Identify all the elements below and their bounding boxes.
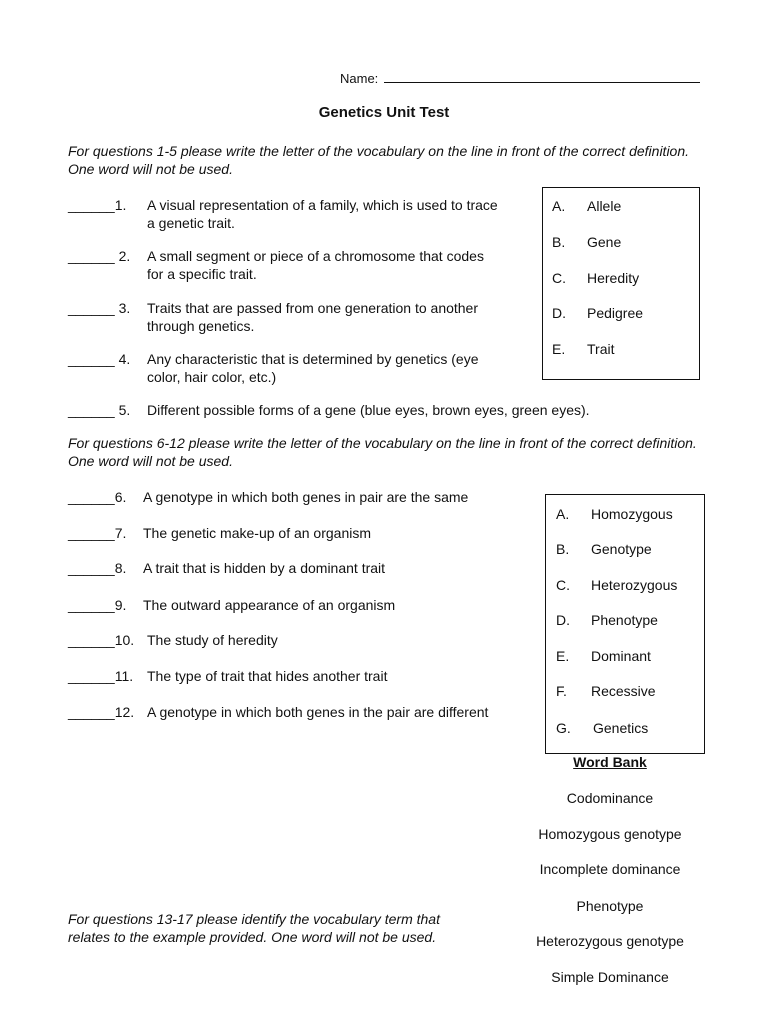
option-letter: D. [556,612,570,628]
section2-instructions: For questions 6-12 please write the letter of the vocabulary on the line in front of the correct definition. One word will not be used. [68,435,697,469]
word-bank-item: Homozygous genotype [538,826,682,842]
question-text: The outward appearance of an organism [143,597,396,613]
answer-blank-5[interactable]: ______ 5. [68,402,131,418]
option-item [556,541,652,557]
answer-blank-8[interactable]: ______8. [68,560,127,576]
option-term: Gene [587,234,622,250]
option-letter: F. [556,683,567,699]
section3-instructions [68,910,488,946]
answer-blank-6[interactable]: ______6. [68,489,127,505]
question-text: The study of heredity [147,632,278,648]
section3-instructions-line: relates to the example provided. One word will not be used. [68,929,437,945]
option-item [556,612,658,628]
option-item [552,234,621,250]
answer-blank-11[interactable]: ______11. [68,668,134,684]
question-1 [68,196,538,231]
question-text: A visual representation of a family, which is used to trace [147,197,498,213]
option-term: Trait [587,341,615,357]
name-field[interactable] [340,69,700,86]
word-bank-item: Incomplete dominance [539,861,681,877]
option-term: Pedigree [587,305,644,321]
question-4 [68,350,538,385]
word-bank-item: Phenotype [576,898,644,914]
option-term: Genotype [591,541,652,557]
question-2 [68,247,538,282]
word-bank-item: Heterozygous genotype [536,933,684,949]
option-letter: E. [556,648,570,664]
question-5 [68,401,688,419]
question-10 [68,631,278,649]
question-text: The type of trait that hides another trait [147,668,388,684]
question-text: The genetic make-up of an organism [143,525,372,541]
question-7 [68,524,372,542]
question-text: Different possible forms of a gene (blue eyes, brown eyes, green eyes). [147,402,590,418]
vocabulary-box-2 [545,494,705,754]
option-letter: G. [556,720,571,736]
option-item [556,506,673,522]
question-9 [68,596,396,614]
option-letter: D. [552,305,566,321]
option-term: Homozygous [591,506,673,522]
option-item [556,577,677,593]
option-letter: E. [552,341,566,357]
question-text: through genetics. [147,318,255,334]
option-term: Heterozygous [591,577,678,593]
question-3 [68,299,538,334]
section1-instructions: For questions 1-5 please write the letter of the vocabulary on the line in front of the correct definition. One word will not be used. [68,143,690,177]
option-item [552,198,621,214]
answer-blank-9[interactable]: ______9. [68,597,127,613]
option-item [552,270,639,286]
answer-blank-10[interactable]: ______10. [68,632,135,648]
option-letter: B. [556,541,570,557]
name-line[interactable] [384,69,700,83]
question-text: A small segment or piece of a chromosome that codes [147,248,484,264]
question-text: color, hair color, etc.) [147,369,277,385]
option-letter: C. [556,577,570,593]
question-text: A genotype in which both genes in pair are the same [143,489,469,505]
section3-instructions-line: For questions 13-17 please identify the vocabulary term that [68,911,440,927]
option-letter: A. [552,198,566,214]
option-item [552,305,643,321]
answer-blank-2[interactable]: ______ 2. [68,248,131,264]
answer-blank-4[interactable]: ______ 4. [68,351,131,367]
answer-blank-12[interactable]: ______12. [68,704,135,720]
option-term: Genetics [593,720,649,736]
option-item [552,341,614,357]
question-11 [68,667,388,685]
option-term: Recessive [591,683,656,699]
name-label: Name: [340,71,379,86]
question-8 [68,559,386,577]
option-letter: B. [552,234,566,250]
option-item [556,683,656,699]
question-text: A genotype in which both genes in the pair are different [147,704,489,720]
question-12 [68,703,489,721]
word-bank-item: Simple Dominance [551,969,669,985]
page-title: Genetics Unit Test [318,104,450,121]
question-text: A trait that is hidden by a dominant trait [143,560,386,576]
option-letter: C. [552,270,566,286]
question-text: for a specific trait. [147,266,257,282]
answer-blank-7[interactable]: ______7. [68,525,127,541]
word-bank-item: Codominance [566,790,654,806]
option-term: Allele [587,198,622,214]
question-6 [68,488,469,506]
option-item [556,720,648,736]
option-term: Phenotype [591,612,658,628]
question-text: a genetic trait. [147,215,235,231]
answer-blank-1[interactable]: ______1. [68,197,127,213]
word-bank-title: Word Bank [573,754,647,770]
question-text: Traits that are passed from one generation to another [147,300,479,316]
option-term: Dominant [591,648,651,664]
vocabulary-box-1 [542,187,700,380]
option-letter: A. [556,506,570,522]
question-text: Any characteristic that is determined by genetics (eye [147,351,479,367]
option-item [556,648,651,664]
option-term: Heredity [587,270,640,286]
answer-blank-3[interactable]: ______ 3. [68,300,131,316]
